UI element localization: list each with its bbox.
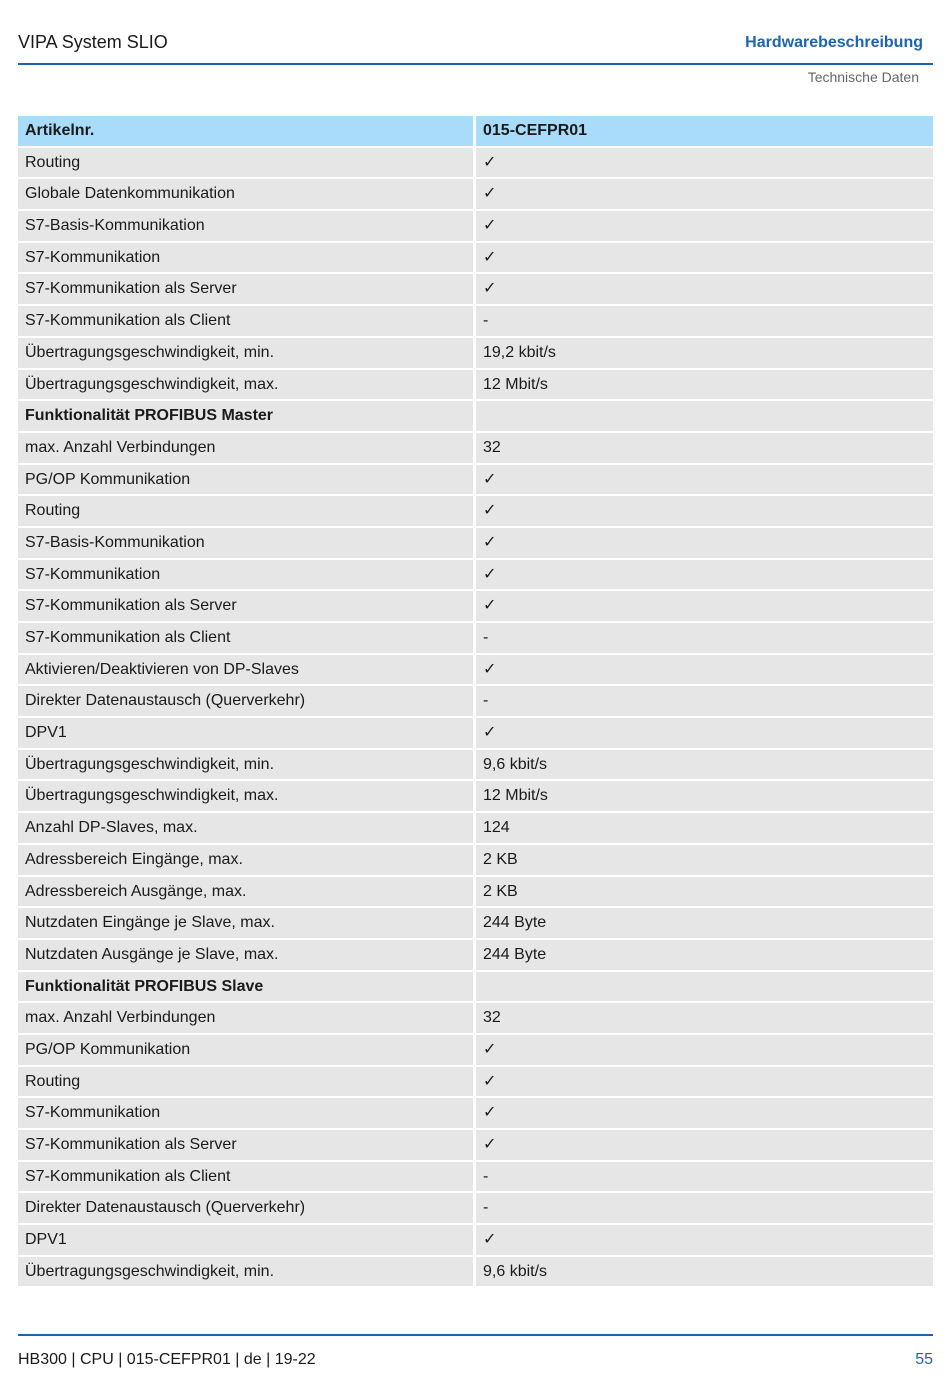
row-label: Direkter Datenaustausch (Querverkehr) — [18, 1193, 473, 1223]
table-row — [18, 845, 933, 877]
table-row — [18, 496, 933, 528]
table-section-row — [18, 972, 933, 1004]
table-row — [18, 465, 933, 497]
row-value: 244 Byte — [476, 908, 933, 938]
row-label: S7-Basis-Kommunikation — [18, 528, 473, 558]
checkmark-icon: ✓ — [476, 1035, 933, 1065]
row-label: Übertragungsgeschwindigkeit, min. — [18, 1257, 473, 1287]
row-value: 9,6 kbit/s — [476, 1257, 933, 1287]
table-row — [18, 179, 933, 211]
table-row — [18, 1035, 933, 1067]
row-label: Routing — [18, 1067, 473, 1097]
row-value: 12 Mbit/s — [476, 370, 933, 400]
row-label: S7-Kommunikation — [18, 1098, 473, 1128]
row-value: 9,6 kbit/s — [476, 750, 933, 780]
row-value — [476, 401, 933, 431]
row-label: Übertragungsgeschwindigkeit, max. — [18, 781, 473, 811]
table-row — [18, 781, 933, 813]
row-value: 124 — [476, 813, 933, 843]
row-label: Anzahl DP-Slaves, max. — [18, 813, 473, 843]
subsection-title: Technische Daten — [807, 69, 919, 85]
row-label: PG/OP Kommunikation — [18, 1035, 473, 1065]
row-value: - — [476, 1193, 933, 1223]
table-row — [18, 433, 933, 465]
row-label: S7-Basis-Kommunikation — [18, 211, 473, 241]
row-label: max. Anzahl Verbindungen — [18, 433, 473, 463]
checkmark-icon: ✓ — [476, 718, 933, 748]
table-row — [18, 1162, 933, 1194]
row-label: Routing — [18, 496, 473, 526]
page-number: 55 — [915, 1351, 933, 1368]
table-row — [18, 908, 933, 940]
section-label: Funktionalität PROFIBUS Slave — [18, 972, 473, 1002]
row-value: 12 Mbit/s — [476, 781, 933, 811]
row-label: Routing — [18, 148, 473, 178]
row-label: Übertragungsgeschwindigkeit, min. — [18, 750, 473, 780]
table-row — [18, 591, 933, 623]
row-label: Übertragungsgeschwindigkeit, min. — [18, 338, 473, 368]
checkmark-icon: ✓ — [476, 1098, 933, 1128]
row-label: S7-Kommunikation als Server — [18, 591, 473, 621]
row-label: Nutzdaten Eingänge je Slave, max. — [18, 908, 473, 938]
table-row — [18, 338, 933, 370]
table-row — [18, 813, 933, 845]
row-label: S7-Kommunikation als Client — [18, 623, 473, 653]
row-label: DPV1 — [18, 1225, 473, 1255]
row-value: - — [476, 306, 933, 336]
checkmark-icon: ✓ — [476, 591, 933, 621]
table-body — [18, 148, 933, 1289]
table-row — [18, 211, 933, 243]
table-section-row — [18, 401, 933, 433]
row-value: 2 KB — [476, 845, 933, 875]
table-row — [18, 1193, 933, 1225]
table-row — [18, 560, 933, 592]
row-label: S7-Kommunikation als Server — [18, 274, 473, 304]
row-label: Adressbereich Eingänge, max. — [18, 845, 473, 875]
row-label: Direkter Datenaustausch (Querverkehr) — [18, 686, 473, 716]
row-label: PG/OP Kommunikation — [18, 465, 473, 495]
checkmark-icon: ✓ — [476, 528, 933, 558]
row-value: 32 — [476, 433, 933, 463]
header-divider — [18, 63, 933, 65]
table-row — [18, 877, 933, 909]
header-cell-value: 015-CEFPR01 — [476, 116, 933, 146]
checkmark-icon: ✓ — [476, 496, 933, 526]
spec-table — [18, 116, 933, 1288]
table-row — [18, 1067, 933, 1099]
row-value: 2 KB — [476, 877, 933, 907]
table-row — [18, 1130, 933, 1162]
checkmark-icon: ✓ — [476, 211, 933, 241]
checkmark-icon: ✓ — [476, 179, 933, 209]
table-row — [18, 1098, 933, 1130]
row-label: S7-Kommunikation als Client — [18, 306, 473, 336]
row-value: 32 — [476, 1003, 933, 1033]
footer-doc-info: HB300 | CPU | 015-CEFPR01 | de | 19-22 — [18, 1351, 316, 1368]
footer-divider — [18, 1334, 933, 1336]
checkmark-icon: ✓ — [476, 1067, 933, 1097]
row-label: S7-Kommunikation — [18, 243, 473, 273]
row-value — [476, 972, 933, 1002]
row-label: S7-Kommunikation — [18, 560, 473, 590]
header-cell-label: Artikelnr. — [18, 116, 473, 146]
checkmark-icon: ✓ — [476, 274, 933, 304]
row-label: DPV1 — [18, 718, 473, 748]
row-label: Globale Datenkommunikation — [18, 179, 473, 209]
table-row — [18, 686, 933, 718]
row-label: Aktivieren/Deaktivieren von DP-Slaves — [18, 655, 473, 685]
row-label: S7-Kommunikation als Server — [18, 1130, 473, 1160]
table-row — [18, 306, 933, 338]
checkmark-icon: ✓ — [476, 148, 933, 178]
row-value: - — [476, 686, 933, 716]
table-row — [18, 1003, 933, 1035]
table-row — [18, 655, 933, 687]
checkmark-icon: ✓ — [476, 655, 933, 685]
table-row — [18, 528, 933, 560]
row-label: Nutzdaten Ausgänge je Slave, max. — [18, 940, 473, 970]
checkmark-icon: ✓ — [476, 1130, 933, 1160]
table-row — [18, 370, 933, 402]
row-value: - — [476, 1162, 933, 1192]
row-value: 19,2 kbit/s — [476, 338, 933, 368]
table-row — [18, 750, 933, 782]
checkmark-icon: ✓ — [476, 560, 933, 590]
table-row — [18, 940, 933, 972]
table-row — [18, 148, 933, 180]
table-row — [18, 1257, 933, 1289]
row-value: - — [476, 623, 933, 653]
table-row — [18, 243, 933, 275]
checkmark-icon: ✓ — [476, 465, 933, 495]
section-label: Funktionalität PROFIBUS Master — [18, 401, 473, 431]
table-row — [18, 274, 933, 306]
row-label: Übertragungsgeschwindigkeit, max. — [18, 370, 473, 400]
table-header-row — [18, 116, 933, 148]
row-label: S7-Kommunikation als Client — [18, 1162, 473, 1192]
checkmark-icon: ✓ — [476, 243, 933, 273]
section-title: Hardwarebeschreibung — [745, 34, 923, 51]
table-row — [18, 1225, 933, 1257]
row-label: Adressbereich Ausgänge, max. — [18, 877, 473, 907]
row-label: max. Anzahl Verbindungen — [18, 1003, 473, 1033]
table-row — [18, 623, 933, 655]
row-value: 244 Byte — [476, 940, 933, 970]
document-title: VIPA System SLIO — [18, 32, 168, 52]
checkmark-icon: ✓ — [476, 1225, 933, 1255]
table-row — [18, 718, 933, 750]
